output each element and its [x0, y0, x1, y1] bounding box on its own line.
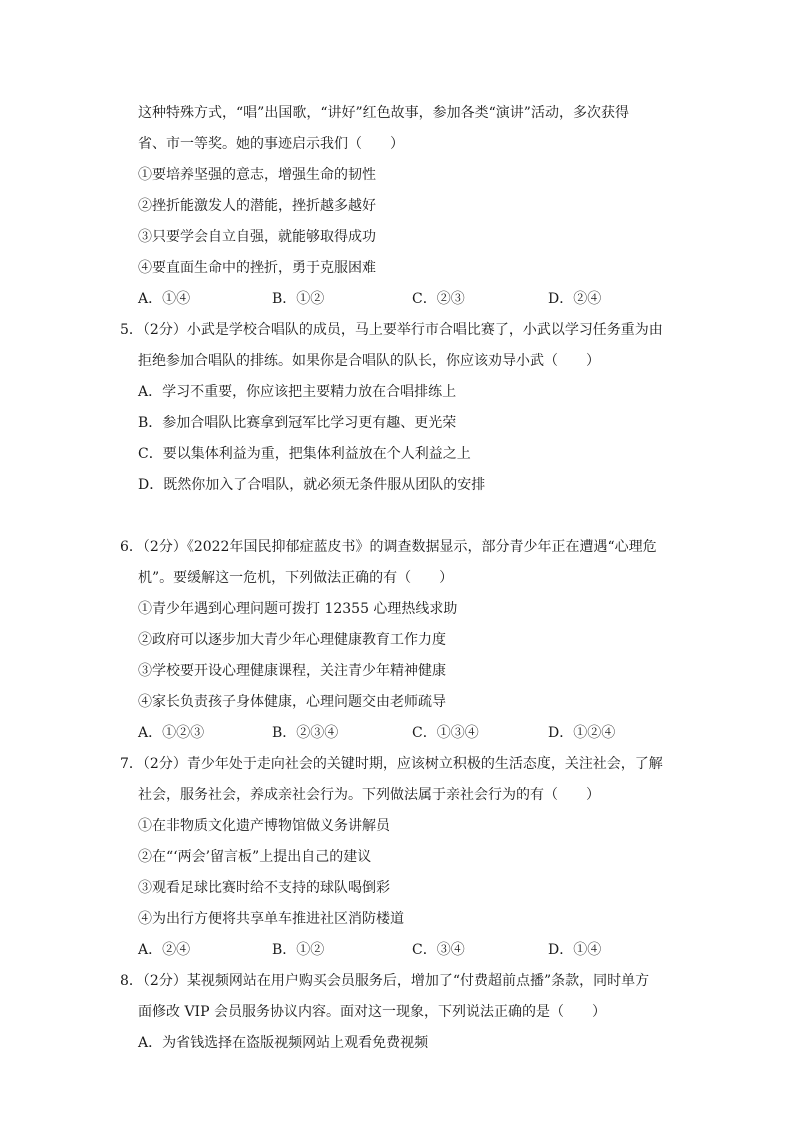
- q6-option-d: D．①②④: [548, 725, 616, 741]
- q4-statement-2: ②挫折能激发人的潜能，挫折越多越好: [138, 198, 376, 214]
- q7-option-a: A．②④: [138, 942, 191, 958]
- q4-option-a: A．①④: [138, 291, 191, 307]
- q7-option-c: C．③④: [412, 942, 465, 958]
- q4-options: [0, 289, 794, 309]
- q7-statement-2: ②在“‘两会’留言板”上提出自己的建议: [138, 849, 372, 865]
- q6-statement-3: ③学校要开设心理健康课程，关注青少年精神健康: [138, 663, 446, 679]
- q7-option-b: B．①②: [272, 942, 325, 958]
- q6-option-b: B．②③④: [272, 725, 339, 741]
- q5-option-c: C．要以集体利益为重，把集体利益放在个人利益之上: [138, 446, 471, 462]
- q6-statement-4: ④家长负责孩子身体健康，心理问题交由老师疏导: [138, 694, 446, 710]
- q8-stem-line-2: 面修改 VIP 会员服务协议内容。面对这一现象，下列说法正确的是（ ）: [138, 1004, 606, 1020]
- q4-statement-3: ③只要学会自立自强，就能够取得成功: [138, 229, 376, 245]
- q4-option-b: B．①②: [272, 291, 325, 307]
- q6-statement-2: ②政府可以逐步加大青少年心理健康教育工作力度: [138, 632, 446, 648]
- q7-option-d: D．①④: [548, 942, 602, 958]
- q4-statement-4: ④要直面生命中的挫折，勇于克服困难: [138, 260, 376, 276]
- q5-stem-line-2: 拒绝参加合唱队的排练。如果你是合唱队的队长，你应该劝导小武（ ）: [138, 353, 600, 369]
- q6-stem-line-2: 机”。要缓解这一危机，下列做法正确的有（ ）: [138, 570, 454, 586]
- q7-statement-4: ④为出行方便将共享单车推进社区消防楼道: [138, 911, 404, 927]
- q4-option-c: C．②③: [412, 291, 465, 307]
- q7-options: [0, 940, 794, 960]
- q6-statement-1: ①青少年遇到心理问题可拨打 12355 心理热线求助: [138, 601, 458, 617]
- q5-stem-line-1: 5．（2分）小武是学校合唱队的成员，马上要举行市合唱比赛了，小武以学习任务重为由: [120, 322, 663, 338]
- q6-option-c: C．①③④: [412, 725, 479, 741]
- q4-stem-line-1: 这种特殊方式，“唱”出国歌，“讲好”红色故事，参加各类“演讲”活动，多次获得: [138, 105, 629, 121]
- q4-stem-line-2: 省、市一等奖。她的事迹启示我们（ ）: [138, 136, 404, 152]
- q4-statement-1: ①要培养坚强的意志，增强生命的韧性: [138, 167, 376, 183]
- q8-option-a: A．为省钱选择在盗版视频网站上观看免费视频: [138, 1035, 429, 1051]
- q8-stem-line-1: 8．（2分）某视频网站在用户购买会员服务后，增加了“付费超前点播”条款，同时单方: [120, 973, 650, 989]
- q7-stem-line-1: 7．（2分）青少年处于走向社会的关键时期，应该树立积极的生活态度，关注社会，了解: [120, 756, 663, 772]
- q6-stem-line-1: 6．（2分）《2022年国民抑郁症蓝皮书》的调查数据显示，部分青少年正在遭遇“心理危: [120, 539, 657, 555]
- q5-option-a: A．学习不重要，你应该把主要精力放在合唱排练上: [138, 384, 457, 400]
- q4-option-d: D．②④: [548, 291, 602, 307]
- q5-option-d: D．既然你加入了合唱队，就必须无条件服从团队的安排: [138, 477, 486, 493]
- q6-options: [0, 723, 794, 743]
- q7-statement-3: ③观看足球比赛时给不支持的球队喝倒彩: [138, 880, 390, 896]
- q5-option-b: B．参加合唱队比赛拿到冠军比学习更有趣、更光荣: [138, 415, 457, 431]
- q7-stem-line-2: 社会，服务社会，养成亲社会行为。下列做法属于亲社会行为的有（ ）: [138, 787, 600, 803]
- q6-option-a: A．①②③: [138, 725, 205, 741]
- q7-statement-1: ①在非物质文化遗产博物馆做义务讲解员: [138, 818, 390, 834]
